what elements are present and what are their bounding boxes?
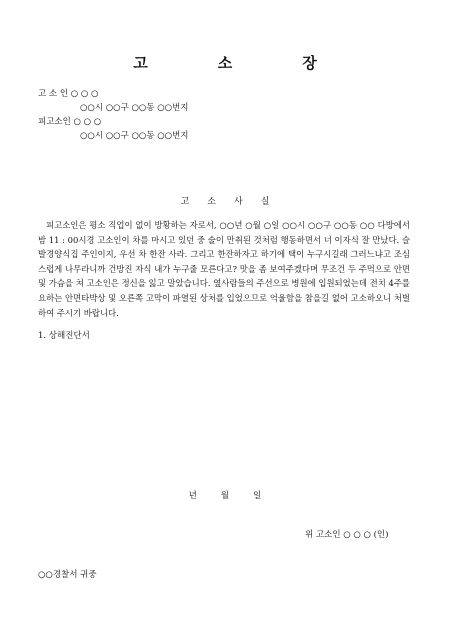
date-line bbox=[0, 489, 450, 501]
facts-paragraph: 피고소인은 평소 직업이 없이 방황하는 자로서, ○○년 ○월 ○일 ○○시 ○○구 ○○동 ○○ 다방에서 밤 11 : 00시경 고소인이 차를 마시고 있던 중 술이 만취된 것처럼 행동하면서 너 이자식 잘 만났다. 슬발경양식집 주인이지, 우선 차 한잔 사라. 그리고 한잔하자고 하기에 택이 누구시길래 그러느냐고 조심스럽게 나무라니까 건방진 자식 내가 누구줄 모른다고? 맛을 좀 보여주겠다며 무조건 두 주먹으로 안면 및 가슴을 쳐 고소인은 정신을 잃고 말았습니다. 옆사람들의 주선으로 병원에 입원되었는데 전치 4주를 요하는 안면타박상 및 오른쪽 고막이 파열된 상처를 입었으므로 억울함을 참을길 없어 고소하오니 처벌하여 주시기 바랍니다. bbox=[38, 220, 410, 318]
heading-char: 고 bbox=[180, 197, 190, 207]
accused-label: 피고소인 ○ ○ ○ bbox=[38, 117, 102, 127]
accused-address: ○○시 ○○구 ○○동 ○○번지 bbox=[80, 131, 189, 141]
attachment-item: 1. 상해진단서 bbox=[38, 331, 90, 341]
title-char: 소 bbox=[217, 54, 233, 72]
heading-char: 사 bbox=[234, 197, 243, 207]
document-title bbox=[0, 52, 450, 73]
heading-char: 소 bbox=[207, 197, 216, 207]
title-char: 고 bbox=[133, 54, 148, 72]
date-year: 년 bbox=[188, 491, 197, 501]
heading-char: 실 bbox=[260, 197, 270, 207]
facts-heading bbox=[0, 194, 450, 207]
title-char: 장 bbox=[302, 54, 317, 72]
complainant-label: 고 소 인 ○ ○ ○ bbox=[38, 89, 99, 99]
signature-line: 위 고소인 ○ ○ ○ (인) bbox=[305, 530, 389, 540]
addressee: ○○경찰서 귀중 bbox=[38, 570, 97, 580]
complainant-address: ○○시 ○○구 ○○동 ○○번지 bbox=[80, 103, 189, 113]
date-day: 일 bbox=[253, 491, 262, 501]
date-month: 월 bbox=[220, 491, 230, 501]
